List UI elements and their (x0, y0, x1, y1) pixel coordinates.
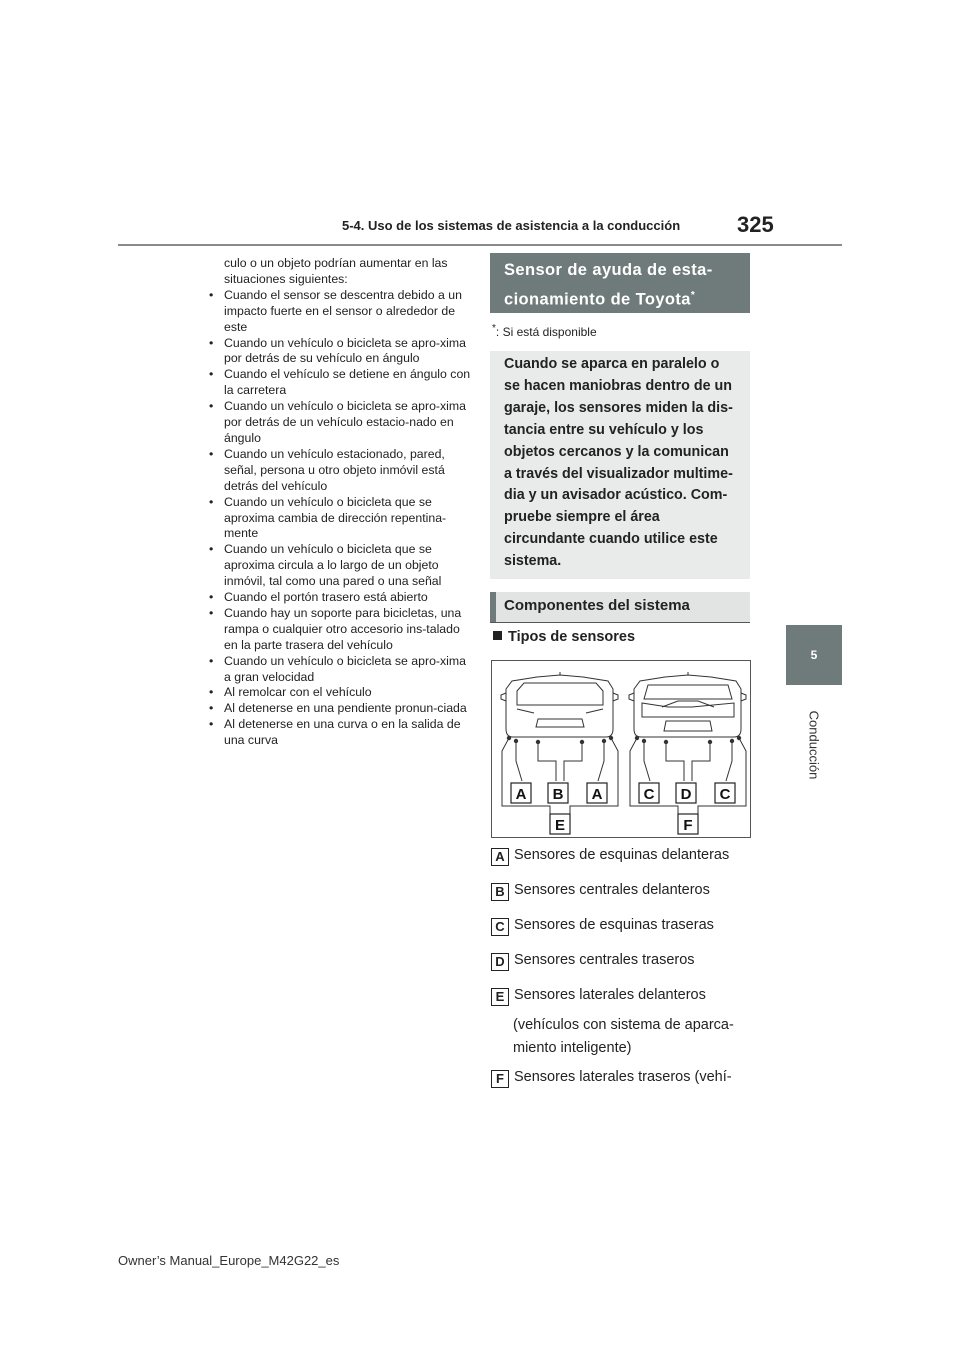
legend-text: Sensores de esquinas traseras (514, 917, 714, 933)
legend-key: E (491, 988, 509, 1006)
page-number: 325 (737, 212, 774, 237)
diagram-label-c-left: C (643, 786, 655, 803)
legend-item-c (491, 917, 714, 936)
legend-item-a (491, 847, 729, 866)
legend-text: Sensores laterales delanteros (514, 987, 706, 1003)
legend-continuation: miento inteligente) (513, 1040, 632, 1056)
legend-key: C (491, 918, 509, 936)
list-item: • Cuando hay un soporte para bicicletas, una rampa o cualquier otro accesorio ins-talado en la parte trasera del vehículo (208, 606, 472, 654)
diagram-label-b: B (552, 786, 564, 803)
list-item: • Cuando un vehículo o bicicleta se apro-xima a gran velocidad (208, 654, 472, 686)
chapter-label (786, 690, 842, 800)
sensor-diagram (491, 660, 751, 838)
footnote-mark: * (492, 323, 496, 334)
list-item: • Al remolcar con el vehículo (208, 685, 472, 701)
sensor-diagram-svg (492, 661, 750, 837)
intro-box: Cuando se aparca en paralelo o se hacen maniobras dentro de un garaje, los sensores miden la dis-tancia entre su vehículo y los objetos cercanos y la comunican a través del visualizador multime-dia y un avisador acústico. Com-pruebe siempre el área circundante cuando utilice este sistema. (490, 351, 750, 579)
section-header: 5-4. Uso de los sistemas de asistencia a la conducción (342, 218, 681, 233)
list-item: • Cuando un vehículo o bicicleta se apro-xima por detrás de su vehículo en ángulo (208, 336, 472, 368)
section-title-text: Sensor de ayuda de esta-cionamiento de Toyota (504, 261, 713, 309)
condition-list (208, 288, 472, 749)
square-bullet-icon (493, 631, 502, 640)
chapter-label-text: Conducción (806, 710, 822, 780)
list-item: • Cuando un vehículo o bicicleta se apro-xima por detrás de un vehículo estacio-nado en ángulo (208, 399, 472, 447)
list-item: • Cuando el vehículo se detiene en ángulo con la carretera (208, 367, 472, 399)
footer-text: Owner’s Manual_Europe_M42G22_es (118, 1253, 340, 1268)
legend-key: F (491, 1070, 509, 1088)
legend-key: B (491, 883, 509, 901)
diagram-label-boxes (511, 783, 735, 834)
list-item: • Cuando el portón trasero está abierto (208, 590, 472, 606)
list-item: • Al detenerse en una curva o en la salida de una curva (208, 717, 472, 749)
rear-car-icon (629, 672, 746, 737)
legend-continuation: (vehículos con sistema de aparca- (513, 1017, 734, 1033)
left-column (208, 256, 472, 749)
subsection-title: Componentes del sistema (504, 597, 690, 614)
right-column (490, 253, 750, 579)
legend-item-b (491, 882, 710, 901)
legend-key: D (491, 953, 509, 971)
legend-text: Sensores centrales delanteros (514, 882, 710, 898)
front-car-icon (501, 672, 618, 737)
footnote-text: : Si está disponible (495, 325, 597, 339)
legend-item-d (491, 952, 695, 971)
diagram-label-f: F (683, 817, 693, 834)
chapter-tab[interactable]: 5 (786, 625, 842, 685)
diagram-label-d: D (680, 786, 692, 803)
list-item: • Al detenerse en una pendiente pronun-ciada (208, 701, 472, 717)
section-title (490, 253, 750, 313)
list-item: • Cuando un vehículo o bicicleta que se aproxima circula a lo largo de un objeto inmóvil, tal como una pared o una señal (208, 542, 472, 590)
diagram-label-a-right: A (591, 786, 603, 803)
legend-text: Sensores laterales traseros (vehí- (514, 1069, 732, 1085)
legend-text: Sensores centrales traseros (514, 952, 695, 968)
footnote (490, 323, 750, 339)
legend-key: A (491, 848, 509, 866)
list-item: • Cuando un vehículo o bicicleta que se aproxima cambia de dirección repentina-mente (208, 495, 472, 543)
title-footnote-mark: * (690, 290, 696, 301)
list-item: • Cuando un vehículo estacionado, pared, señal, persona u otro objeto inmóvil está detrás del vehículo (208, 447, 472, 495)
list-item: • Cuando el sensor se descentra debido a un impacto fuerte en el sensor o alrededor de este (208, 288, 472, 336)
legend-item-f (491, 1069, 732, 1088)
diagram-label-a-left: A (515, 786, 527, 803)
header-divider (118, 244, 842, 246)
subsection-heading (490, 592, 750, 623)
lead-text: culo o un objeto podrían aumentar en las situaciones siguientes: (224, 256, 448, 286)
sensor-types-heading (493, 629, 635, 645)
diagram-label-e: E (554, 817, 566, 834)
sensor-types-text: Tipos de sensores (508, 629, 636, 645)
legend-text: Sensores de esquinas delanteras (514, 847, 730, 863)
legend-item-e (491, 987, 706, 1006)
diagram-label-c-right: C (719, 786, 731, 803)
